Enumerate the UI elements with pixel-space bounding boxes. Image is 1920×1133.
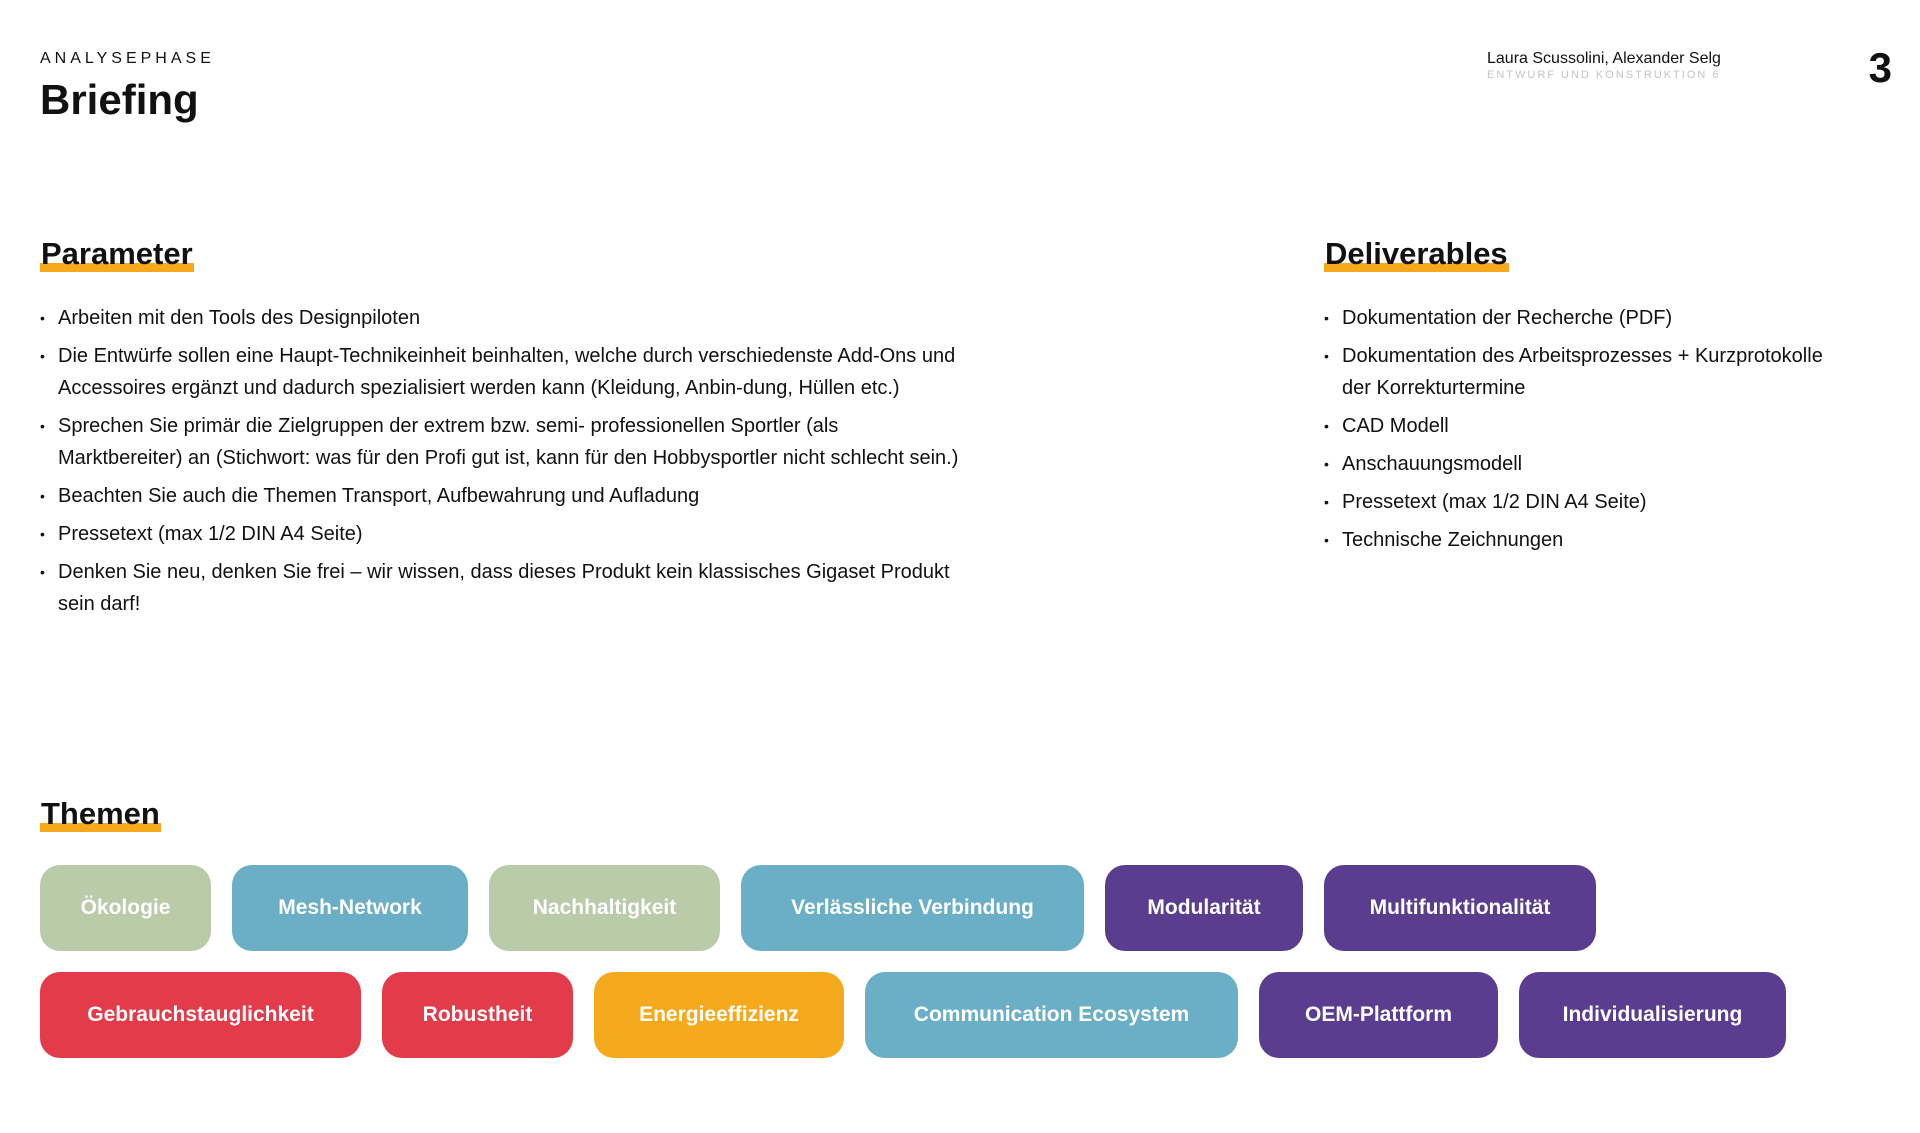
parameter-list [40,302,960,626]
list-item-text: CAD Modell [1342,415,1449,437]
theme-chip-oekologie: Ökologie [40,865,211,951]
bullet-icon: • [40,488,45,504]
themen-heading: Themen [41,796,160,831]
list-item [40,556,960,620]
bullet-icon: • [40,526,45,542]
bullet-icon: • [1324,348,1329,364]
list-item-text: Anschauungsmodell [1342,453,1523,475]
list-item [40,518,960,550]
list-item-text: Denken Sie neu, denken Sie frei – wir wissen, dass dieses Produkt kein klassisches Gigaset Produkt sein darf! [58,561,950,615]
list-item-text: Sprechen Sie primär die Zielgruppen der extrem bzw. semi- professionellen Sportler (als Marktbereiter) an (Stichwort: was für den Profi gut ist, kann für den Hobbysportler nicht schlecht sein.) [58,415,959,469]
bullet-icon: • [1324,310,1329,326]
section-eyebrow: ANALYSEPHASE [40,50,215,67]
theme-chip-energieeffizienz: Energieeffizienz [594,972,844,1058]
list-item-text: Dokumentation des Arbeitsprozesses + Kurzprotokolle der Korrekturtermine [1342,345,1823,399]
list-item-text: Pressetext (max 1/2 DIN A4 Seite) [58,523,363,545]
authors: Laura Scussolini, Alexander Selg [1487,50,1721,67]
list-item [40,480,960,512]
bullet-icon: • [1324,532,1329,548]
list-item [1324,302,1824,334]
bullet-icon: • [40,418,45,434]
theme-chip-nachhaltigkeit: Nachhaltigkeit [489,865,720,951]
page-number: 3 [1868,44,1892,91]
theme-chip-modularitaet: Modularität [1105,865,1303,951]
parameter-heading: Parameter [41,236,193,271]
theme-chip-gebrauchstauglichkeit: Gebrauchstauglichkeit [40,972,361,1058]
list-item-text: Pressetext (max 1/2 DIN A4 Seite) [1342,491,1647,513]
theme-chip-oem-plattform: OEM-Plattform [1259,972,1498,1058]
list-item [1324,340,1824,404]
bullet-icon: • [1324,494,1329,510]
deliverables-heading: Deliverables [1325,236,1508,271]
list-item [1324,410,1824,442]
bullet-icon: • [40,310,45,326]
theme-chip-robustheit: Robustheit [382,972,573,1058]
list-item [1324,524,1824,556]
course-name: ENTWURF UND KONSTRUKTION 6 [1487,69,1721,81]
list-item-text: Dokumentation der Recherche (PDF) [1342,307,1673,329]
list-item [1324,448,1824,480]
deliverables-list [1324,302,1824,562]
theme-chip-communication-ecosystem: Communication Ecosystem [865,972,1238,1058]
theme-chip-verlaessliche-verbindung: Verlässliche Verbindung [741,865,1084,951]
page-title: Briefing [40,76,199,123]
bullet-icon: • [40,348,45,364]
list-item [40,302,960,334]
theme-chip-individualisierung: Individualisierung [1519,972,1786,1058]
bullet-icon: • [1324,418,1329,434]
list-item-text: Arbeiten mit den Tools des Designpiloten [58,307,421,329]
bullet-icon: • [40,564,45,580]
list-item-text: Technische Zeichnungen [1342,529,1564,551]
theme-chip-mesh-network: Mesh-Network [232,865,468,951]
list-item-text: Beachten Sie auch die Themen Transport, Aufbewahrung und Aufladung [58,485,700,507]
list-item [40,340,960,404]
bullet-icon: • [1324,456,1329,472]
list-item [1324,486,1824,518]
theme-chip-multifunktionalitaet: Multifunktionalität [1324,865,1596,951]
list-item [40,410,960,474]
list-item-text: Die Entwürfe sollen eine Haupt-Technikeinheit beinhalten, welche durch verschiedenste Add-Ons und Accessoires ergänzt und dadurch spezialisiert werden kann (Kleidung, Anbin-dung, Hüllen etc.) [58,345,956,399]
